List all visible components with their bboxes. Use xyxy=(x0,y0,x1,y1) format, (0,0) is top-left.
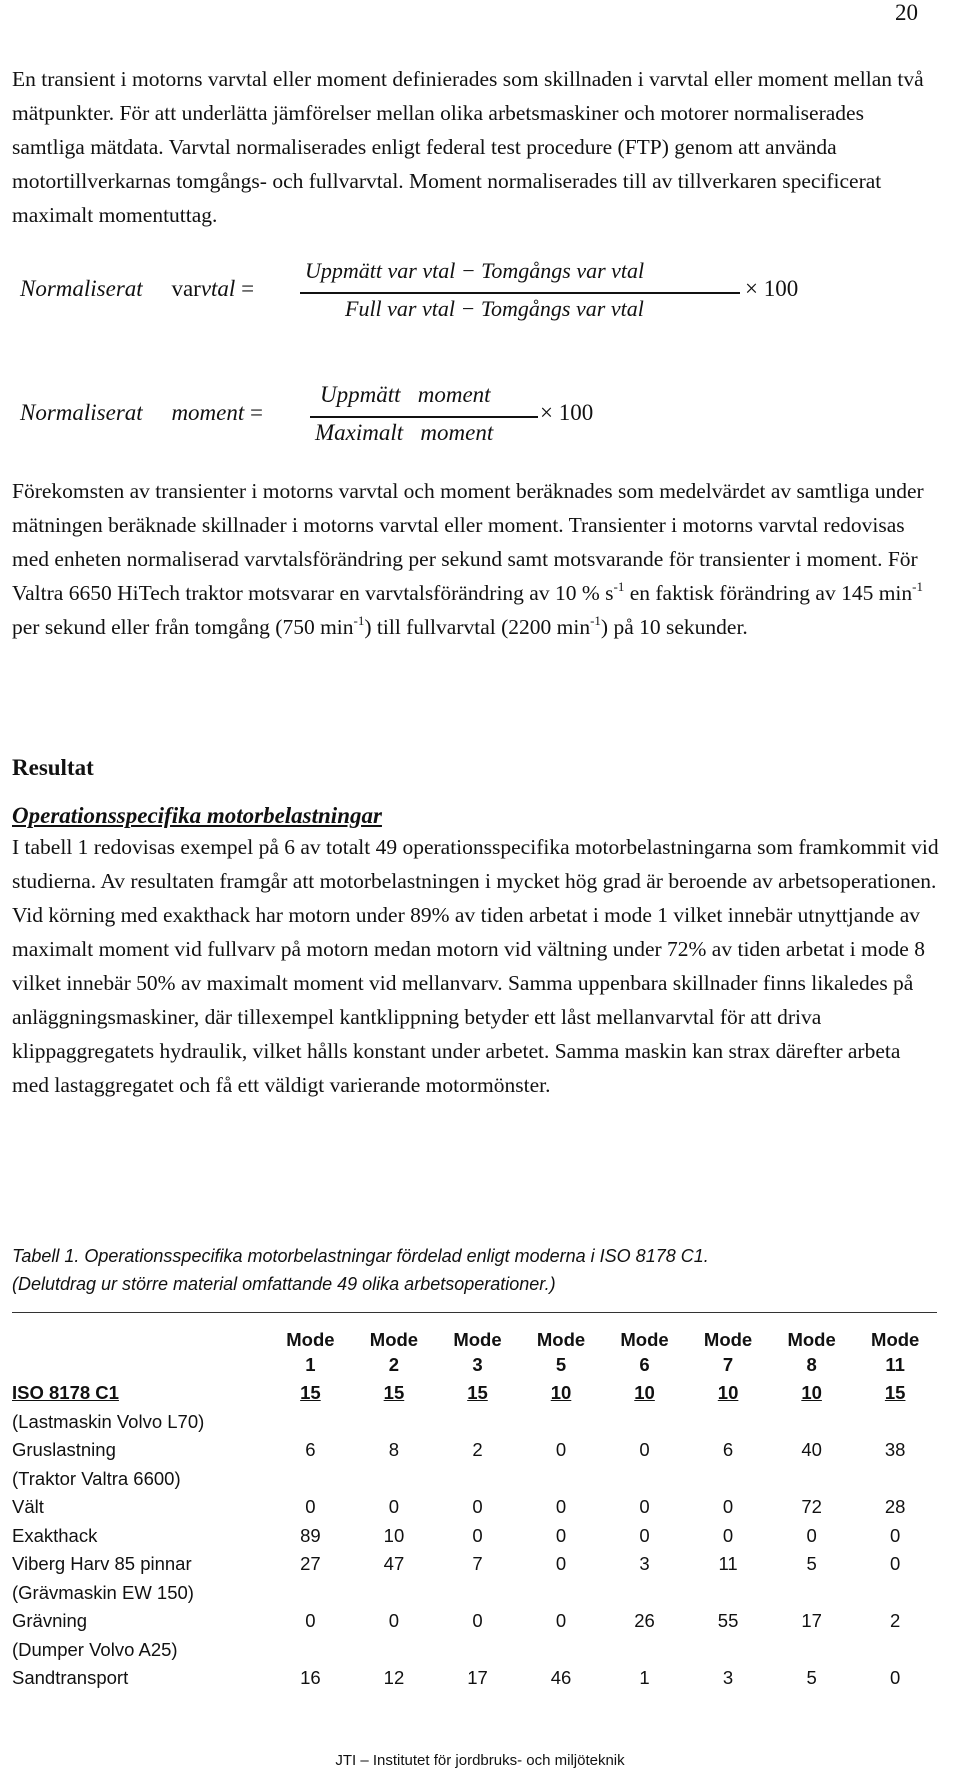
header-mode-number: 1 xyxy=(305,1353,316,1375)
paragraph-intro: En transient i motorns varvtal eller moment definierades som skillnaden i varvtal eller moment mellan två mätpunkter. För att underlätta jämförelser mellan olika arbetsmaskiner och motorer normaliserades samtliga mätdata. Varvtal normaliserades enligt federal test procedure (FTP) genom att använda motortillverkarnas tomgångs- och fullvarvtal. Moment normaliserades till av tillverkaren specificerat maximalt momentuttag. xyxy=(12,67,924,227)
table-body xyxy=(12,1379,937,1693)
empty-cell xyxy=(436,1579,520,1608)
row-sublabel: (Dumper Volvo A25) xyxy=(12,1638,178,1660)
table-cell: 0 xyxy=(555,1524,567,1546)
table-cell: 17 xyxy=(801,1610,822,1631)
table-row xyxy=(12,1436,937,1465)
formula1-lhs-c: vtal xyxy=(200,276,236,301)
empty-cell xyxy=(770,1408,854,1437)
table-header-row xyxy=(12,1320,937,1379)
table-cell: 0 xyxy=(555,1439,567,1460)
header-mode xyxy=(770,1320,854,1379)
empty-cell xyxy=(603,1636,687,1665)
header-mode xyxy=(519,1320,603,1379)
para2-text-d: ) till fullvarvtal (2200 min xyxy=(364,615,591,639)
table-subrow xyxy=(12,1465,937,1494)
table-cell: 55 xyxy=(717,1610,739,1631)
table-row xyxy=(12,1550,937,1579)
empty-cell xyxy=(686,1579,770,1608)
formula2-lhs-b: moment xyxy=(171,400,245,425)
empty-cell xyxy=(519,1636,603,1665)
empty-cell xyxy=(519,1579,603,1608)
header-mode-number: 11 xyxy=(885,1353,905,1375)
table-subrow xyxy=(12,1408,937,1437)
header-empty xyxy=(12,1320,269,1379)
row-label: Vält xyxy=(12,1496,44,1517)
header-mode xyxy=(269,1320,353,1379)
para2-sup4: -1 xyxy=(590,613,601,628)
row-label: Viberg Harv 85 pinnar xyxy=(12,1553,192,1574)
header-mode xyxy=(603,1320,687,1379)
header-mode xyxy=(853,1320,937,1379)
table-cell: 0 xyxy=(305,1496,316,1517)
page-footer: JTI – Institutet för jordbruks- och miljöteknik xyxy=(335,1752,625,1769)
table-row xyxy=(12,1379,937,1408)
formula2-numerator: Uppmätt moment xyxy=(320,382,491,407)
table-cell: 0 xyxy=(472,1496,483,1517)
header-mode-label: Mode xyxy=(286,1328,335,1350)
empty-cell xyxy=(770,1636,854,1665)
row-label: ISO 8178 C1 xyxy=(12,1382,119,1403)
header-mode-number: 3 xyxy=(472,1353,483,1375)
empty-cell xyxy=(603,1579,687,1608)
empty-cell xyxy=(686,1408,770,1437)
table-cell: 15 xyxy=(884,1382,906,1403)
table-cell: 11 xyxy=(718,1553,738,1574)
table-cell: 26 xyxy=(634,1610,655,1631)
empty-cell xyxy=(519,1465,603,1494)
table-cell: 0 xyxy=(639,1496,650,1517)
empty-cell xyxy=(770,1579,854,1608)
table-cell: 15 xyxy=(383,1382,405,1403)
page-number: 20 xyxy=(895,0,918,25)
para2-text-b: en faktisk förändring av 145 min xyxy=(624,581,913,605)
table-cell: 3 xyxy=(639,1553,650,1574)
formula1-numerator: Uppmätt var vtal − Tomgångs var vtal xyxy=(305,258,645,283)
header-mode-number: 8 xyxy=(806,1353,817,1375)
formula1-denominator: Full var vtal − Tomgångs var vtal xyxy=(345,296,644,321)
empty-cell xyxy=(352,1408,436,1437)
table-cell: 0 xyxy=(305,1610,316,1631)
empty-cell xyxy=(269,1579,353,1608)
empty-cell xyxy=(686,1465,770,1494)
table-cell: 0 xyxy=(472,1610,483,1631)
table-cell: 2 xyxy=(890,1610,901,1631)
empty-cell xyxy=(436,1408,520,1437)
header-mode-label: Mode xyxy=(453,1328,502,1350)
header-mode xyxy=(686,1320,770,1379)
row-label: Exakthack xyxy=(12,1524,98,1546)
empty-cell xyxy=(686,1636,770,1665)
table-cell: 1 xyxy=(639,1667,650,1688)
table-cell: 0 xyxy=(890,1667,901,1688)
table-cell: 8 xyxy=(388,1439,400,1460)
empty-cell xyxy=(519,1408,603,1437)
table-cell: 10 xyxy=(717,1382,739,1403)
table-cell: 12 xyxy=(383,1667,405,1688)
table-cell: 0 xyxy=(890,1553,901,1574)
table-cell: 16 xyxy=(300,1667,321,1688)
formula2-lhs-a: Normaliserat xyxy=(20,400,143,425)
table-cell: 0 xyxy=(890,1524,901,1546)
header-mode-number: 7 xyxy=(722,1353,734,1375)
table-cell: 6 xyxy=(722,1439,734,1460)
table-caption-line1: Tabell 1. Operationsspecifika motorbelastningar fördelad enligt moderna i ISO 8178 C1. xyxy=(12,1246,709,1266)
empty-cell xyxy=(436,1636,520,1665)
row-sublabel: (Grävmaskin EW 150) xyxy=(12,1581,194,1603)
table-cell: 0 xyxy=(555,1553,567,1574)
row-label: Gruslastning xyxy=(12,1439,116,1460)
formula1-lhs-a: Normaliserat xyxy=(20,276,143,301)
para2-text-c: per sekund eller från tomgång (750 min xyxy=(12,615,354,639)
empty-cell xyxy=(853,1408,937,1437)
empty-cell xyxy=(603,1408,687,1437)
formula2-denominator: Maximalt moment xyxy=(315,420,494,445)
table-cell: 0 xyxy=(555,1496,567,1517)
formula2-multiplier: × 100 xyxy=(540,400,594,425)
row-label: Grävning xyxy=(12,1610,88,1631)
header-mode xyxy=(436,1320,520,1379)
empty-cell xyxy=(269,1408,353,1437)
table-cell: 10 xyxy=(383,1524,405,1546)
table-row xyxy=(12,1664,937,1693)
header-mode-label: Mode xyxy=(871,1328,920,1350)
table-cell: 0 xyxy=(388,1496,400,1517)
formula2-lhs: Normaliserat moment = xyxy=(20,400,263,425)
formula1-lhs-b: var xyxy=(171,276,201,301)
table-cell: 0 xyxy=(555,1610,567,1631)
table-cell: 89 xyxy=(300,1524,321,1546)
table-cell: 10 xyxy=(550,1382,572,1403)
table-subrow xyxy=(12,1579,937,1608)
table-cell: 27 xyxy=(300,1553,321,1574)
row-sublabel: (Traktor Valtra 6600) xyxy=(12,1467,181,1489)
table-cell: 28 xyxy=(884,1496,906,1517)
empty-cell xyxy=(352,1636,436,1665)
header-mode xyxy=(352,1320,436,1379)
table-cell: 2 xyxy=(472,1439,483,1460)
empty-cell xyxy=(853,1579,937,1608)
table-cell: 0 xyxy=(639,1524,650,1546)
formula2-fraction-bar xyxy=(310,416,538,418)
empty-cell xyxy=(352,1465,436,1494)
table-cell: 3 xyxy=(722,1667,734,1688)
table-cell: 5 xyxy=(806,1667,817,1688)
empty-cell xyxy=(436,1465,520,1494)
table-caption-line2: (Delutdrag ur större material omfattande 49 olika arbetsoperationer.) xyxy=(12,1274,556,1294)
empty-cell xyxy=(269,1636,353,1665)
header-mode-number: 5 xyxy=(555,1353,567,1375)
table-cell: 0 xyxy=(722,1524,734,1546)
table-subrow xyxy=(12,1636,937,1665)
table-cell: 0 xyxy=(722,1496,734,1517)
para2-sup2: -1 xyxy=(912,579,923,594)
table-cell: 40 xyxy=(801,1439,822,1460)
table-cell: 38 xyxy=(884,1439,906,1460)
header-mode-label: Mode xyxy=(703,1328,753,1350)
table-top-rule xyxy=(12,1312,937,1313)
header-mode-label: Mode xyxy=(369,1328,419,1350)
table-cell: 7 xyxy=(472,1553,483,1574)
section-heading: Resultat xyxy=(12,755,94,780)
table-cell: 72 xyxy=(801,1496,822,1517)
table-cell: 10 xyxy=(801,1382,822,1403)
table-cell: 15 xyxy=(467,1382,488,1403)
table-row xyxy=(12,1522,937,1551)
table-cell: 47 xyxy=(383,1553,405,1574)
formula1-fraction-bar xyxy=(300,292,740,294)
table-row xyxy=(12,1607,937,1636)
table-cell: 0 xyxy=(639,1439,650,1460)
subsection-heading: Operationsspecifika motorbelastningar xyxy=(12,803,382,828)
empty-cell xyxy=(853,1465,937,1494)
para2-text-e: ) på 10 sekunder. xyxy=(600,615,748,639)
para2-text-a: Förekomsten av transienter i motorns varvtal och moment beräknades som medelvärdet av samtliga under mätningen beräknade skillnader i motorns varvtal eller moment. Transienter i motorns varvtal redovisas med enheten normaliserad varvtalsförändring per sekund samt motsvarande för transienter i moment. För Valtra 6650 HiTech traktor motsvarar en varvtalsförändring av 10 % s xyxy=(12,479,924,605)
row-label: Sandtransport xyxy=(12,1667,129,1688)
paragraph-results: I tabell 1 redovisas exempel på 6 av totalt 49 operationsspecifika motorbelastningarna som framkommit vid studierna. Av resultaten framgår att motorbelastningen i mycket hög grad är beroende av arbetsoperationen. Vid körning med exakthack har motorn under 89% av tiden arbetat i mode 1 vilket innebär utnyttjande av maximalt moment vid fullvarv på motorn medan motorn vid vältning under 72% av tiden arbetat i mode 8 vilket innebär 50% av maximalt moment vid mellanvarv. Samma uppenbara skillnader finns likaledes på anläggningsmaskiner, där tillexempel kantklippning betyder ett låst mellanvarvtal för att driva klippaggregatets hydraulik, vilket hålls konstant under arbetet. Samma maskin kan strax därefter arbeta med lastaggregatet och få ett väldigt varierande motormönster. xyxy=(12,835,939,1097)
mode-table xyxy=(12,1320,937,1693)
table-cell: 0 xyxy=(806,1524,817,1546)
empty-cell xyxy=(770,1465,854,1494)
para2-sup1: -1 xyxy=(613,579,625,594)
header-mode-label: Mode xyxy=(536,1328,586,1350)
table-row xyxy=(12,1493,937,1522)
table-cell: 10 xyxy=(634,1382,655,1403)
header-mode-label: Mode xyxy=(787,1328,836,1350)
empty-cell xyxy=(853,1636,937,1665)
table-cell: 46 xyxy=(550,1667,572,1688)
table-cell: 0 xyxy=(388,1610,400,1631)
empty-cell xyxy=(603,1465,687,1494)
table-cell: 0 xyxy=(472,1524,483,1546)
table-cell: 6 xyxy=(305,1439,316,1460)
empty-cell xyxy=(269,1465,353,1494)
header-mode-number: 6 xyxy=(639,1353,650,1375)
table-cell: 15 xyxy=(300,1382,321,1403)
formula1-multiplier: × 100 xyxy=(745,276,799,301)
para2-sup3: -1 xyxy=(353,613,365,628)
paragraph-transients xyxy=(12,474,942,644)
empty-cell xyxy=(352,1579,436,1608)
formula1-lhs: Normaliserat varvtal = xyxy=(20,276,255,301)
table-cell: 5 xyxy=(806,1553,817,1574)
row-sublabel: (Lastmaskin Volvo L70) xyxy=(12,1410,205,1432)
table-cell: 17 xyxy=(467,1667,488,1688)
header-mode-number: 2 xyxy=(388,1353,400,1375)
header-mode-label: Mode xyxy=(620,1328,669,1350)
